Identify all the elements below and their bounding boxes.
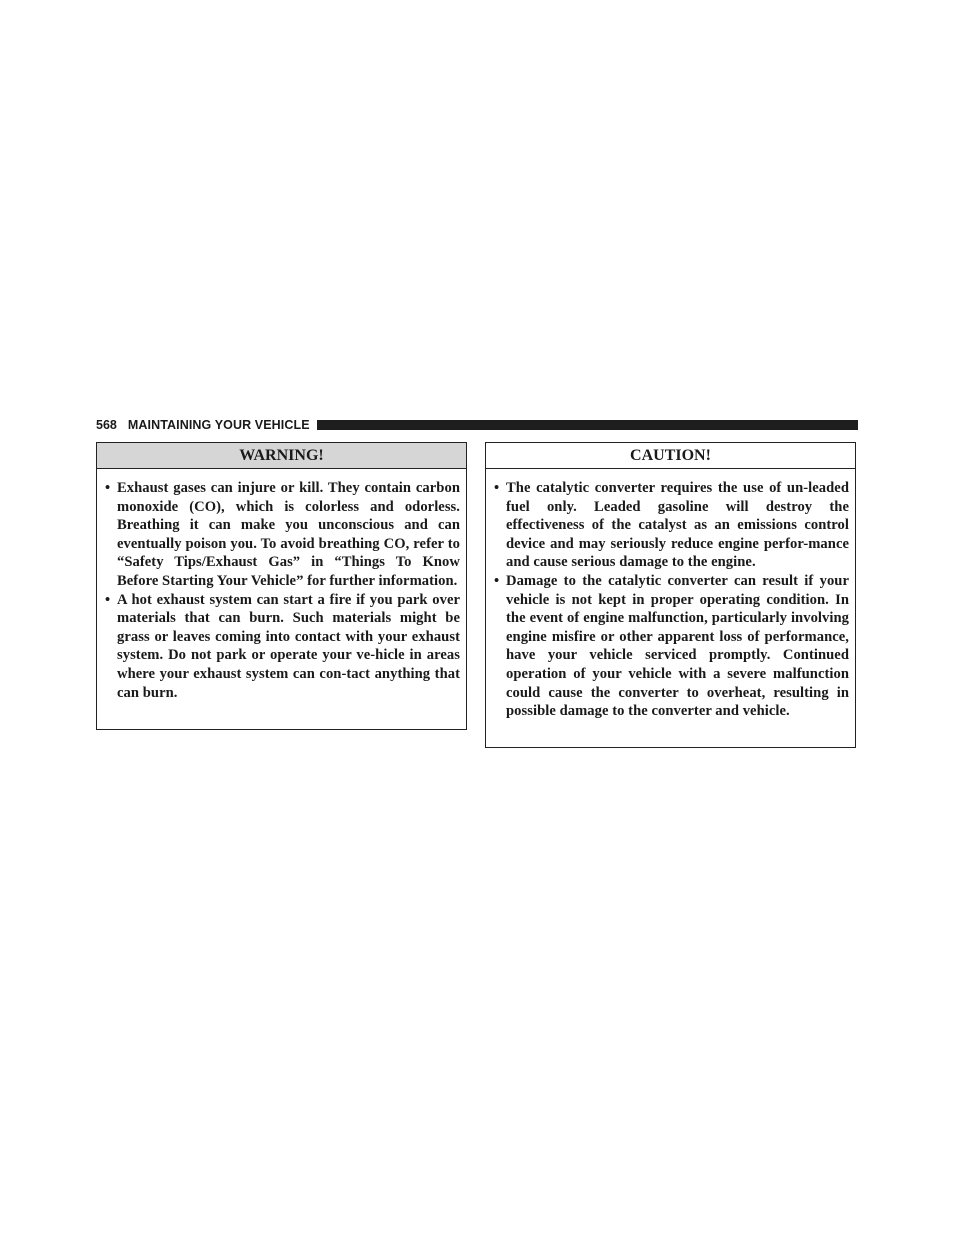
caution-box xyxy=(485,442,856,748)
warning-box xyxy=(96,442,467,730)
caution-title: CAUTION! xyxy=(486,443,855,469)
bullet-icon: • xyxy=(105,591,111,608)
header-rule-bar xyxy=(317,420,858,430)
warning-item xyxy=(104,479,460,591)
section-title: MAINTAINING YOUR VEHICLE xyxy=(127,418,310,432)
warning-item-text: A hot exhaust system can start a fire if you park over materials that can burn. Such materials might be grass or leaves coming into contact with your exhaust system. Do not park or operate your ve-hicle in areas where your exhaust system can con-tact anything that can burn. xyxy=(117,591,460,701)
bullet-icon: • xyxy=(105,480,111,496)
warning-title: WARNING! xyxy=(97,443,466,469)
page-header xyxy=(96,417,858,433)
warning-list xyxy=(104,479,460,702)
caution-list xyxy=(493,479,849,721)
bullet-icon: • xyxy=(494,572,500,589)
warning-item xyxy=(104,591,460,703)
warning-item-text: Exhaust gases can injure or kill. They contain carbon monoxide (CO), which is colorless and odorless. Breathing it can make you unconscious and can eventually poison you. To avoid breathing CO, refer to “Safety Tips/Exhaust Gas” in “Things To Know Before Starting Your Vehicle” for further information. xyxy=(117,480,460,589)
caution-item xyxy=(493,572,849,721)
page-number: 568 xyxy=(96,418,117,432)
caution-item-text: The catalytic converter requires the use of un-leaded fuel only. Leaded gasoline will destroy the effectiveness of the catalyst as an emissions control device and may seriously reduce engine perfor-mance and cause serious damage to the engine. xyxy=(506,480,849,571)
caution-item xyxy=(493,479,849,572)
caution-item-text: Damage to the catalytic converter can result if your vehicle is not kept in proper operating condition. In the event of engine malfunction, particularly involving engine misfire or other apparent loss of performance, have your vehicle serviced promptly. Continued operation of your vehicle with a severe malfunction could cause the converter to overheat, resulting in possible damage to the converter and vehicle. xyxy=(506,572,849,720)
bullet-icon: • xyxy=(494,480,500,496)
